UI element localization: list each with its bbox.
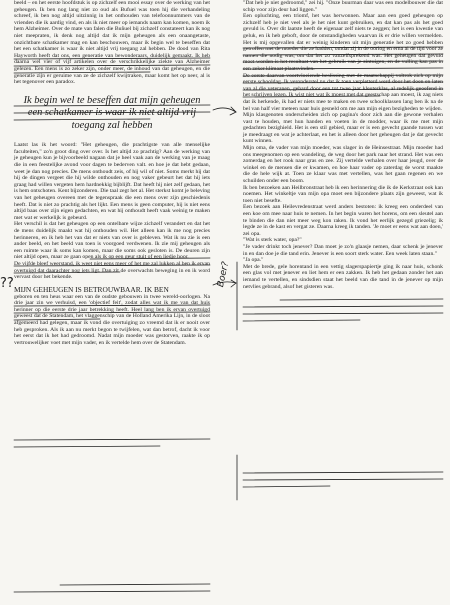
- right-paragraph-3: De eerste daarvan voortvloeiende beslissing met de maatschappij voltrok zich op mijn eerste schooldag. Ik veronderstel nu dat ik toen verpletterd werd door het doen en laten van al die veteranen, gehard door een tot twee jaar kleuterklas, al redelijk geoefend in het schrijven lezen. Ik wist niet wat ik moest met dat geestschap aan moest, ik zag niets dat ik herkende, ik had er niets mee te maken en twee schoolklassen lang ben ik na de bel van half vier meteen naar huis gesneld om me aan mijn eigen bezigheden te wijden.: [243, 72, 443, 112]
- left-paragraph-5: geboren en ten heus waar een van de oudste gebouwen in twee wereld-oorlogen. Na drie jaar zin we verhuisd, een 'objectief feit', zodat alles wat ik me van dat huis herinner op die eerste drie jaar betrekking heeft. Heel lang ben ik ervan overtuigd geweest dat de Statendam, het vlaggenschip van de Holland Amerika Lijn, in de sloot afgemeerd had gelegen, maar ik vond die overtuiging zo vreemd dat ik er nooit over heb gesproken. Als ik aan nu merkt begon te twijfelen, wat dan betrof, dacht ik voor het eerst dat ik het had gedroomd. Nadat mijn moeder was gestorven, raakte ik op vertrouwelijker voet met mijn vader, en ik vertelde hem over de Statendam.: [14, 293, 210, 346]
- section-heading: MIJN GEHEUGEN IS BETROUWBAAR. IK BEN: [14, 284, 169, 294]
- underline-mark: [243, 472, 443, 473]
- underline-mark: [14, 439, 210, 440]
- margin-note-question-marks: ??: [0, 276, 14, 291]
- underline-mark: [243, 306, 443, 307]
- underline-mark: [243, 320, 360, 321]
- right-paragraph-5: Mijn oma, de vader van mijn moeder, was slager in de Heinsestraat. Mijn moeder had ons meegenomen op een wandeling, de weg door het park naar het strand. Het was een zomerdag en het rook naar gras en zee. Zij vertelde verhalen over haar jeugd, over de winkel en de mensen die er kwamen, en hoe haar vader op zaterdag de worst maakte die de hele wijk at. Toen ze klaar was met vertellen, was het gaan regenen en we schuilden onder een boom.: [243, 145, 443, 185]
- left-paragraph-1: beeld – en het eerste hoofdstuk is op zichzelf een mooi essay over de werking van het geheugen. Ik ben nog lang niet zo oud als Bufuel was toen hij die verhandeling schreef, ik ben nog altijd uitzinnig in het onthouden van telefoonnummers van de vrienden die ik aardig vind, en als ik niet meer op iemands naam kan komen, noem ik hem Alzheimer. Over de mate van falen die Buñuel bij zichzelf constateert kan ik nog niet meepraten, ik denk nog altijd dat ik mijn geheugen als een onaangetaste, onzichtbare schatkamer mag en kan beschouwen, maar ik begin wel te beseffen dat het een schatkamer is waar ik niet altijd vrij toegang zal hebben. De dood van Rita Hayworth heeft dat ons, een generatie van bewonderaars, duidelijk gemaakt. Ik heb daarna wel vier of vijf artikelen over de verschrikkelijke ziekte van Alzheimer gelezen. Een mens is zo zeker zijn, onder meer, de inhoud van dat geheugen, en die generatie zijn er geruime van ze de zichzelf kwijtraken, maar komt het op neer, al is het tegenover een paradox.: [14, 0, 210, 86]
- right-paragraph-4: Mijn klasgenoten onderscheiden zich op pagina's door zich aan die gewone verhalen vast te houden, met hun handen en voeten in de modder, waar ik me met mijn gedachten bezighield. Het is een stil gebied, maar er is een gevecht gaande tussen wat je meedraagt en wat je achterlaat, en het is alleen door het geheugen dat je dat gevecht kunt winnen.: [243, 112, 443, 145]
- right-paragraph-1: "Dat heb je niet gedroomd," zei hij. "Onze buurman daar was een modelbouwer die dat schip voor zijn deur had liggen.": [243, 0, 443, 13]
- right-paragraph-9: "Je vader drinkt toch jenever? Dan moet je zo'n glaasje nemen, daar schenk je jenever in en dan doe je die tand erin. Jenever is een soort sterk water. Een week laten staan.": [243, 243, 443, 257]
- underline-mark: [243, 479, 443, 480]
- underline-mark: [280, 299, 443, 300]
- margin-note-boer: Boer?: [216, 260, 232, 289]
- right-paragraph-11: Met de brede, gele horentand in een vettig slagerspapiertje ging ik naar huis, schonk een glas vol met jenever en liet hem er een zakken. Ik heb het gedaan zonder het aan iemand te vertellen, en sindsdien staat het beeld van die tand in de jenever op mijn netvlies gebrand, alsof het gisteren was.: [243, 263, 443, 290]
- arrow-mark: [213, 108, 236, 112]
- pull-quote: Ik begin wel te beseffen dat mijn geheugen een schatkamer is waar ik niet altijd vrij toegang zal hebben: [23, 94, 201, 131]
- left-column: [14, 0, 210, 346]
- right-paragraph-10: "Ja opa.": [243, 257, 264, 264]
- right-paragraph-6: Ik ben bezoeken aan Heilbronstraat heb ik een herinnering die ik de Kerkstraat ook kan noemen. Het winkeltje van mijn opa moet een bijzondere plaats zijn geweest, wat ik toen niet besefte.: [243, 184, 443, 204]
- underline-mark: [243, 486, 330, 487]
- left-paragraph-4: De vijfde bleef weerstand, ik weet niet eens meer of het me zal lukken al ben ik ervan overtuigd dat daarachter nog iets ligt. Dan zit de overwachts beweging in en ik word vervast door het bekende.: [14, 260, 210, 281]
- right-paragraph-7: Een bezoek aan Heilevredenstraat werd anders bestoten: ik kreeg een onderdeel van een koe om mee naar huis te nemen. In het begin waren het horens, om een sleutel aan te binden die dan niet meer weg kon raken. Ik vond het eerlijk gezegd griezelig; ik legde ze in de kast en vergat ze. Daarna kreeg ik tanden. 'Je moet er eens wat aan doen,' zei opa.: [243, 204, 443, 237]
- left-paragraph-2: Laatst las ik het woord: "Het geheugen, die prachtigste van alle menselijke faculteiten," zo'n groot ding over over. Is het altijd zo prachtig? Aan de werking van je geheugen kun je bijvoorbeeld nagaan dat je heel vaak aan de werking van je maag die in een feestelijke avond voor dagen te bederven valt. en hoe je dat hebt gedaan, weet je dan nog precies. De mens onthoudt zeis, of hij wil of niet. Soms merkt hij dat hij de dingen vergeet die hij wilde onthouden en nog vaker gebeurt het dat hij iets graag had willen vergeten hem hardnekkig bijblijft. Dat heeft hij niet zelf gedaan, het is hem ontschoten. Kent bijzonderen. Die taal zegt het al. Het sterkst komt je beleving van het geheugen overeen met de tegenspraak die een mens over zijn geschiedenis heeft. Dat is niet zo prachtig als het lijkt. Een mens is geen computer, hij is niet eens altijd baas over zijn eigen gedachten, en wat hij onthoudt heeft vaak weinig te maken met wat er werkelijk is gebeurd.: [14, 142, 210, 221]
- underline-mark: [14, 591, 210, 592]
- right-column: [243, 0, 443, 290]
- arrow-mark: [230, 107, 236, 115]
- underline-mark: [243, 313, 443, 314]
- underline-mark: [14, 446, 160, 447]
- arrow-mark: [231, 280, 236, 287]
- right-paragraph-2: Een opluchting, een triomf, het was herwonnen. Maar aan een goed geheugen op zichzelf heb je niet veel als je het niet kunt gebruiken, en dat kan pas als het goed gevuld is. Over dit laatste heeft de eigenaar zelf niets te zeggen; het is een kwestie van geluk, en ik heb geboft, door de omstandigheden waarvan ik er drie willen vermelden. Het is mij opgevallen dat er weinig kinderen uit mijn generatie het zo goed hebben getroffen met de moeder die ze hadden, omdat zij in de oorlog en erna al de tijd voor ze namen die nodig was, om dat het zo vanzelfsprekend was. Het geheugen dat gevuld moet worden is het resultaat van het gebruik van je zintuigen, en de vulling kan pas in een zeker klimaat plaatsvinden.: [243, 13, 443, 72]
- right-paragraph-8: "Wat is sterk water, opa?": [243, 237, 302, 244]
- left-paragraph-3: Het verschil is dat het geheugen op een ontelbare wijze zichzelf verandert en dat het de mens duidelijk maakt wat hij onthouden wil. Het alleen kan ik me nog precies herinneren, en ik heb het van dat er niets van over is gebleven. Wat ik nu zie is een ander beeld, en het beeld van toen is voorgoed verdwenen. Ik zie mij geheugen als een ruimte waar ik soms kan komen, maar die soms ook gesloten is. De deuren zijn niet altijd open, maar ze gaan open als ik op een geur stuit of een liedje hoor.: [14, 221, 210, 261]
- underline-mark: [60, 584, 210, 585]
